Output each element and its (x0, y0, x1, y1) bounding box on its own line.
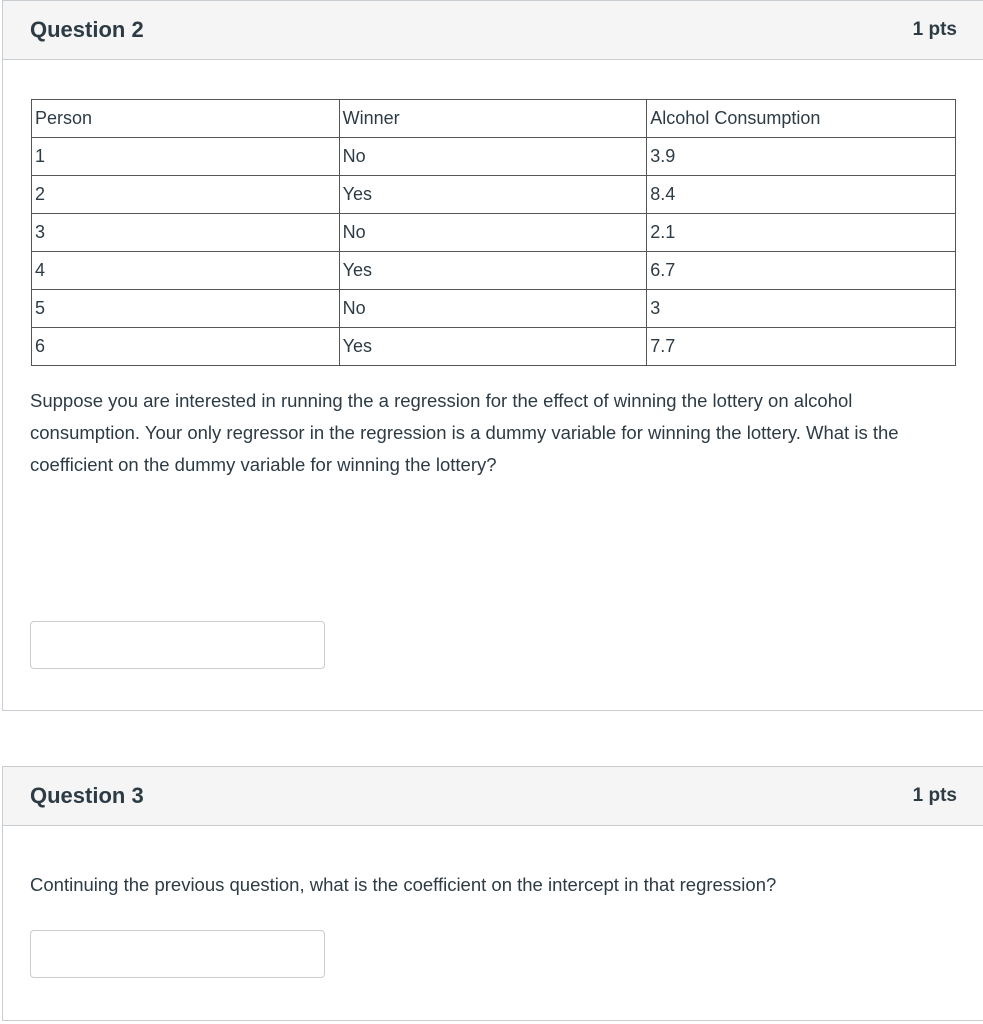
table-row (32, 252, 956, 290)
cell-alcohol: 7.7 (647, 328, 956, 366)
question-2-header (3, 1, 983, 60)
question-2-prompt: Suppose you are interested in running the a regression for the effect of winning the lottery on alcohol consumption. Your only regressor in the regression is a dummy variable for winning the lottery. What is the coefficient on the dummy variable for winning the lottery? (30, 390, 899, 475)
question-3-answer-input[interactable] (30, 930, 325, 978)
question-2-points: 1 pts (912, 19, 957, 40)
cell-person: 2 (32, 176, 340, 214)
cell-alcohol: 3.9 (647, 138, 956, 176)
cell-winner: No (339, 290, 647, 328)
cell-alcohol: 6.7 (647, 252, 956, 290)
table-row (32, 176, 956, 214)
data-table (31, 99, 956, 366)
question-3-title: Question 3 (30, 783, 144, 808)
question-2-answer-input[interactable] (30, 621, 325, 669)
table-row (32, 290, 956, 328)
question-3-prompt: Continuing the previous question, what is the coefficient on the intercept in that regression? (30, 874, 777, 895)
table-row (32, 214, 956, 252)
question-2-title: Question 2 (30, 17, 144, 42)
table-row (32, 328, 956, 366)
cell-winner: Yes (339, 328, 647, 366)
cell-person: 3 (32, 214, 340, 252)
cell-alcohol: 8.4 (647, 176, 956, 214)
question-3-points: 1 pts (912, 785, 957, 806)
table-row (32, 138, 956, 176)
cell-winner: No (339, 138, 647, 176)
cell-winner: No (339, 214, 647, 252)
cell-person: 1 (32, 138, 340, 176)
cell-person: 6 (32, 328, 340, 366)
question-2-card (2, 0, 983, 711)
cell-alcohol: 2.1 (647, 214, 956, 252)
cell-person: 4 (32, 252, 340, 290)
cell-person: 5 (32, 290, 340, 328)
header-alcohol-consumption: Alcohol Consumption (647, 100, 956, 138)
cell-alcohol: 3 (647, 290, 956, 328)
header-winner: Winner (339, 100, 647, 138)
question-3-header (3, 767, 983, 826)
cell-winner: Yes (339, 252, 647, 290)
table-header-row (32, 100, 956, 138)
cell-winner: Yes (339, 176, 647, 214)
header-person: Person (32, 100, 340, 138)
question-3-card (2, 766, 983, 1021)
